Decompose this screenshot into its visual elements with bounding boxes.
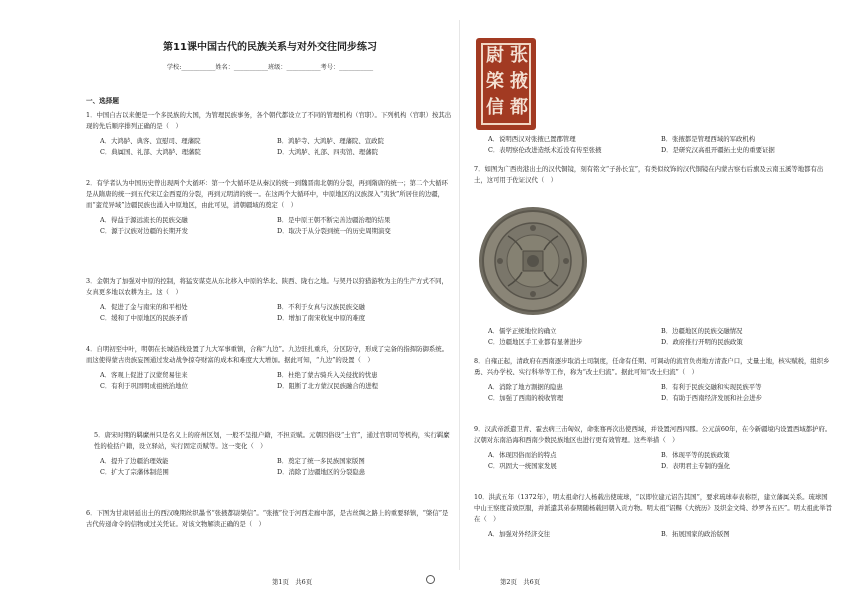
option-a[interactable]: A．提升了边疆治理效能: [100, 457, 169, 465]
option-b[interactable]: B．拓展国家的政治版图: [661, 530, 730, 538]
option-c[interactable]: C．扩大了宗藩体制范围: [100, 468, 169, 476]
page-number-right: 第2页 共6页: [500, 578, 541, 586]
page-title: 第11课中国古代的民族关系与对外交往同步练习: [163, 42, 377, 53]
option-c[interactable]: C．有利于巩固明成祖统治地位: [100, 382, 188, 390]
option-d[interactable]: D．取决于从分裂到统一的历史周期演变: [277, 227, 391, 235]
question-7-options: [474, 326, 834, 348]
page-number-left: 第1页 共6页: [272, 578, 313, 586]
question-stem: 6．下图为甘肃居延出土的西汉晚期丝织墨书“张掖都尉棨信”。“张掖”位于河西走廊中部，是古丝绸之路上的重要驿镇，“棨信”是古代传递命令的信物或过关凭证。对该文物解读正确的是（ ）: [86, 509, 449, 528]
seal-char: 信: [486, 97, 504, 118]
option-d[interactable]: D．政府推行开明的民族政策: [661, 338, 743, 346]
question-10: [474, 492, 834, 540]
section-title: 一、选择题: [86, 97, 119, 105]
question-stem: 9．汉武帝派遣卫青、霍去病三击匈奴，命张骞再次出使西域，并设置河西四郡。公元前60年，在今新疆境内设置西域都护府。汉朝对东南沿海和西南少数民族地区也进行更有效管理。这些举措（ ）: [474, 425, 832, 444]
option-b[interactable]: B．体现平等的民族政策: [661, 451, 730, 459]
question-stem: 2．有学者认为中国历史曾出现两个大循环：第一个大循环是从秦汉的统一到魏晋南北朝的分裂，再到隋唐的统一；第二个大循环是从隋唐的统一到五代宋辽金西夏的分裂，再到元明清的统一。在这两个大循环中，中原地区的汉族深入“夷狄”所居住的边疆，而“蛮荒异域”边疆民族也涌入中原地区，由此可见，清朝疆域的奠定（ ）: [86, 179, 448, 209]
seal-image: [476, 38, 536, 130]
option-b[interactable]: B．杜绝了蒙古骑兵入关侵扰的忧患: [277, 371, 378, 379]
option-b[interactable]: B．边疆地区的民族交融情况: [661, 327, 743, 335]
option-b[interactable]: B．有利于民族交融和实现民族平等: [661, 383, 762, 391]
option-c[interactable]: C．表明察伦改进造纸术近没有传至张掖: [488, 146, 602, 154]
option-a[interactable]: A．说明西汉对张掖已置郡管理: [488, 135, 576, 143]
option-d[interactable]: D．阻断了北方蒙汉民族融合的进程: [277, 382, 378, 390]
question-6: [86, 508, 454, 530]
option-a[interactable]: A．得益于源远流长的民族交融: [100, 216, 188, 224]
question-stem: 4．自明初至中叶，明朝在长城沿线设置了九大军事重镇，合称“九边”。九边驻扎重兵，分区防守，形成了完备的指挥防御系统。而这使得蒙古贵族妄图通过发动战争掠夺财富的成本和难度大大增加。据此可知，“九边”的设置（ ）: [86, 345, 449, 364]
option-a[interactable]: A．儒学正统地位的确立: [488, 327, 557, 335]
option-a[interactable]: A．加强对外经济交往: [488, 530, 551, 538]
question-stem: 3．金朝为了加强对中原的控制，将猛安谋克从东北移入中原的华北、陕西、陇右之地。与契丹以狩猎游牧为主的生产方式不同，女真更多地以农耕为主。这（ ）: [86, 277, 448, 296]
option-d[interactable]: D．消除了边疆地区的分裂隐患: [277, 468, 366, 476]
option-b[interactable]: B．张掖都是管理西域的军政机构: [661, 135, 756, 143]
question-stem: 1．中国自古以来便是一个多民族的大国，为管理民族事务，各个朝代都设立了不同的管理机构（官职）。下列机构（官职）按其出现的先后顺序排列正确的是（ ）: [86, 111, 452, 130]
question-stem: 5．唐宋时期的羁縻州只是名义上的府州区划，一般不呈报户籍，不担贡赋。元朝因俗设“土官”，通过官职司等机构，实行羁縻性的检括户籍，设立驿站，实行固定贡赋等。这一变化（ ）: [94, 431, 450, 450]
option-b[interactable]: B．不利于女真与汉族民族交融: [277, 303, 365, 311]
student-info-line: 学校:___________姓名：___________班级：___________考号：___________: [166, 64, 374, 71]
option-a[interactable]: A．体现因俗而治的特点: [488, 451, 557, 459]
question-8: [474, 356, 834, 404]
seal-char: 掖: [510, 71, 528, 92]
seal-char: 都: [510, 97, 528, 118]
option-d[interactable]: D．大鸿胪、礼部、四夷馆、理藩院: [277, 148, 378, 156]
option-d[interactable]: D．表明君主专制的强化: [661, 462, 731, 470]
option-b[interactable]: B．鸿胪寺、大鸿胪、理藩院、宣政院: [277, 137, 384, 145]
binding-hole-icon: [426, 575, 435, 584]
page-divider: [459, 20, 460, 570]
question-stem: 8．自雍正起，清政府在西南逐步取消土司制度，任命有任期、可调动的流官负责地方清查户口，丈量土地，核实赋税，组织乡勇、兴办学校、实行科举等工作，称为“改土归流”。据此可知“改土归流”（ ）: [474, 357, 830, 376]
bronze-mirror-image: [478, 206, 588, 316]
option-b[interactable]: B．是中原王朝不断完善边疆治理的结果: [277, 216, 391, 224]
seal-char: 尉: [486, 45, 504, 66]
option-d[interactable]: D．有助于西南经济发展和社会进步: [661, 394, 762, 402]
option-c[interactable]: C．典属国、礼部、大鸿胪、理藩院: [100, 148, 201, 156]
option-a[interactable]: A．大鸿胪、典客、宣慰司、理藩院: [100, 137, 201, 145]
question-stem: 10．洪武五年（1372年），明太祖命行人杨载出使琉球，“以即位建元诏告其国”，要求琉球奉表称臣，建立藩属关系。琉球国中山王察度首致臣服，并派遣其弟泰期随杨载回朝入贡方物。明太祖“诏赐《大统历》及织金文绮、纱罗各五匹”。明太祖此举旨在（ ）: [474, 493, 833, 523]
question-6-options: [474, 134, 834, 156]
option-c[interactable]: C．边疆地区手工业都有显著进步: [488, 338, 583, 346]
question-5: [86, 430, 454, 478]
option-a[interactable]: A．消除了地方割据的隐患: [488, 383, 563, 391]
question-1: [86, 110, 454, 158]
option-c[interactable]: C．缓和了中原地区的民族矛盾: [100, 314, 188, 322]
question-2: [86, 178, 454, 237]
seal-char: 棨: [486, 71, 504, 92]
question-9: [474, 424, 834, 472]
option-c[interactable]: C．加强了西南的税收管理: [488, 394, 564, 402]
option-d[interactable]: D．增加了南宋收复中原的难度: [277, 314, 366, 322]
seal-char: 张: [510, 45, 528, 66]
option-b[interactable]: B．奠定了统一多民族国家版图: [277, 457, 365, 465]
option-c[interactable]: C．源于汉族对边疆的长期开发: [100, 227, 188, 235]
question-stem: 7．如图为广西贵港出土的汉代铜镜，刻有铭文“子孙长宜”，有类似纹饰的汉代铜镜在内蒙古察右后旗及云南玉溪等地都有出土，这可用于佐证汉代（ ）: [474, 165, 824, 184]
option-d[interactable]: D．是研究汉高祖开疆拓土史的重要证据: [661, 146, 775, 154]
option-a[interactable]: A．客观上促进了汉蒙贸易往来: [100, 371, 188, 379]
question-4: [86, 344, 454, 392]
question-3: [86, 276, 454, 324]
question-7: [474, 164, 834, 186]
option-a[interactable]: A．促进了金与南宋的和平相处: [100, 303, 188, 311]
option-c[interactable]: C．巩固大一统国家发展: [488, 462, 557, 470]
